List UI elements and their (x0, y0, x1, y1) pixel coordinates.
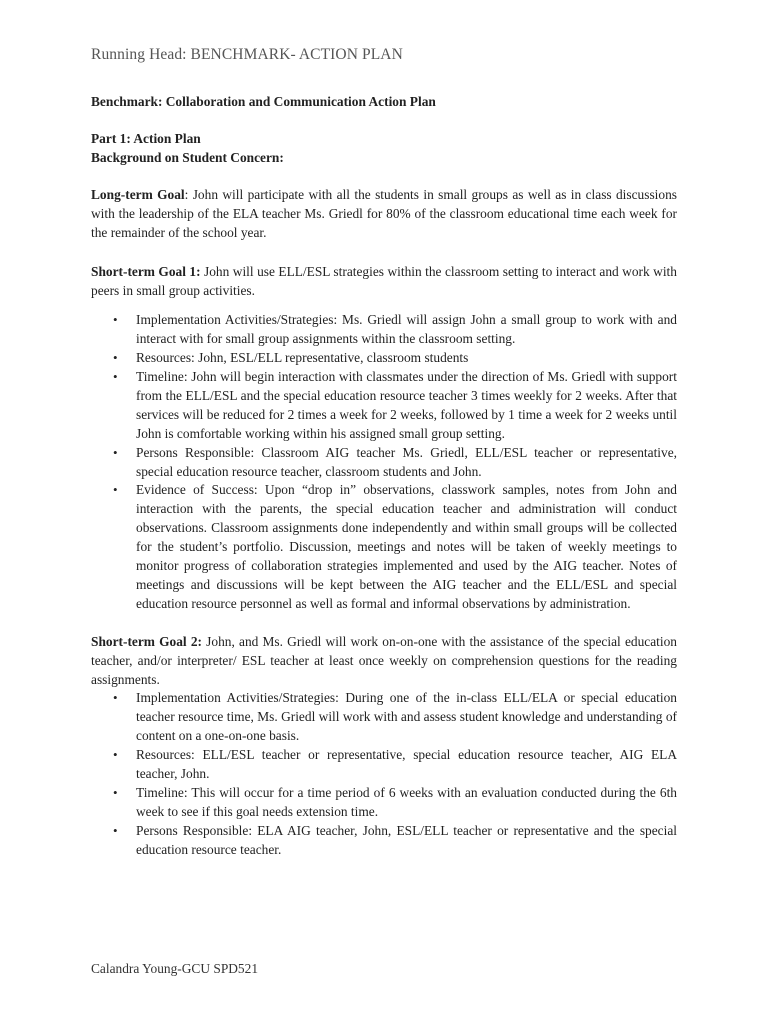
list-item (91, 349, 677, 368)
bullet-icon: • (113, 482, 118, 498)
list-item (91, 746, 677, 784)
goal1-bullet-list (91, 311, 677, 614)
bullet-icon: • (113, 444, 118, 460)
bullet-icon: • (113, 350, 118, 366)
list-item (91, 311, 677, 349)
list-item (91, 444, 677, 482)
short-term-goal-2 (91, 633, 677, 690)
bullet-icon: • (113, 822, 118, 838)
goal2-bullet-list (91, 689, 677, 859)
part-heading: Part 1: Action Plan (91, 130, 201, 146)
list-item-text: Evidence of Success: Upon “drop in” observations, classwork samples, notes from John and interaction with the parents, the special education teacher and administration will conduct observations. Classroom assignments done independently and within small groups will be collected for the student’s portfolio. Discussion, meetings and notes will be taken of weekly meetings to monitor progress of collaboration strategies implemented and used by the AIG teacher. Notes of meetings and discussions will be kept between the AIG teacher and the ELL/ESL and special education resource personnel as well as formal and informal observations by administration. (136, 482, 677, 611)
footer-author: Calandra Young-GCU SPD521 (91, 961, 259, 976)
bullet-icon: • (113, 312, 118, 328)
list-item-text: Resources: John, ESL/ELL representative, classroom students (136, 350, 469, 366)
short-term-goal-1 (91, 263, 677, 301)
list-item-text: Timeline: John will begin interaction with classmates under the direction of Ms. Griedl with support from the ELL/ESL and the special education resource teacher 3 times weekly for 2 weeks. After that services will be reduced for 2 times a week for 2 weeks, followed by 1 time a week for 2 weeks until John is comfortable working within his assigned small group setting. (136, 368, 677, 441)
goal2-text: John, and Ms. Griedl will work on-on-one with the assistance of the special education teacher, and/or interpreter/ ESL teacher at least once weekly on comprehension questions for the reading assignments. (91, 633, 677, 687)
list-item-text: Persons Responsible: ELA AIG teacher, John, ESL/ELL teacher or representative and the special education resource teacher. (136, 822, 677, 857)
running-head: Running Head: BENCHMARK- ACTION PLAN (91, 46, 403, 63)
long-term-goal (91, 186, 677, 243)
list-item-text: Implementation Activities/Strategies: Ms. Griedl will assign John a small group to work with and interact with for small group assignments within the classroom setting. (136, 312, 677, 347)
list-item (91, 784, 677, 822)
list-item-text: Timeline: This will occur for a time period of 6 weeks with an evaluation conducted during the 6th week to see if this goal needs extension time. (136, 785, 677, 819)
list-item (91, 368, 677, 444)
goal2-label: Short-term Goal 2: (91, 633, 202, 649)
long-term-goal-text: : John will participate with all the students in small groups as well as in class discussions with the leadership of the ELA teacher Ms. Griedl for 80% of the classroom educational time each week for the remainder of the school year. (91, 186, 677, 240)
list-item (91, 689, 677, 746)
bullet-icon: • (113, 785, 118, 800)
background-heading: Background on Student Concern: (91, 149, 284, 165)
document-title: Benchmark: Collaboration and Communication Action Plan (91, 94, 436, 109)
long-term-goal-label: Long-term Goal (91, 186, 185, 202)
bullet-icon: • (113, 690, 118, 706)
list-item (91, 822, 677, 860)
document-body (91, 93, 677, 860)
list-item (91, 481, 677, 613)
list-item-text: Resources: ELL/ESL teacher or representative, special education resource teacher, AIG ELA teacher, John. (136, 747, 677, 782)
bullet-icon: • (113, 368, 118, 384)
goal1-label: Short-term Goal 1: (91, 264, 201, 280)
bullet-icon: • (113, 747, 118, 763)
goal1-text: John will use ELL/ESL strategies within the classroom setting to interact and work with peers in small group activities. (91, 264, 677, 299)
list-item-text: Persons Responsible: Classroom AIG teacher Ms. Griedl, ELL/ESL teacher or representative, special education resource teacher, classroom students and John. (136, 444, 677, 479)
list-item-text: Implementation Activities/Strategies: During one of the in-class ELL/ELA or special education teacher resource time, Ms. Griedl will work with and assess student knowledge and understanding of content on a one-on-one basis. (136, 690, 677, 744)
